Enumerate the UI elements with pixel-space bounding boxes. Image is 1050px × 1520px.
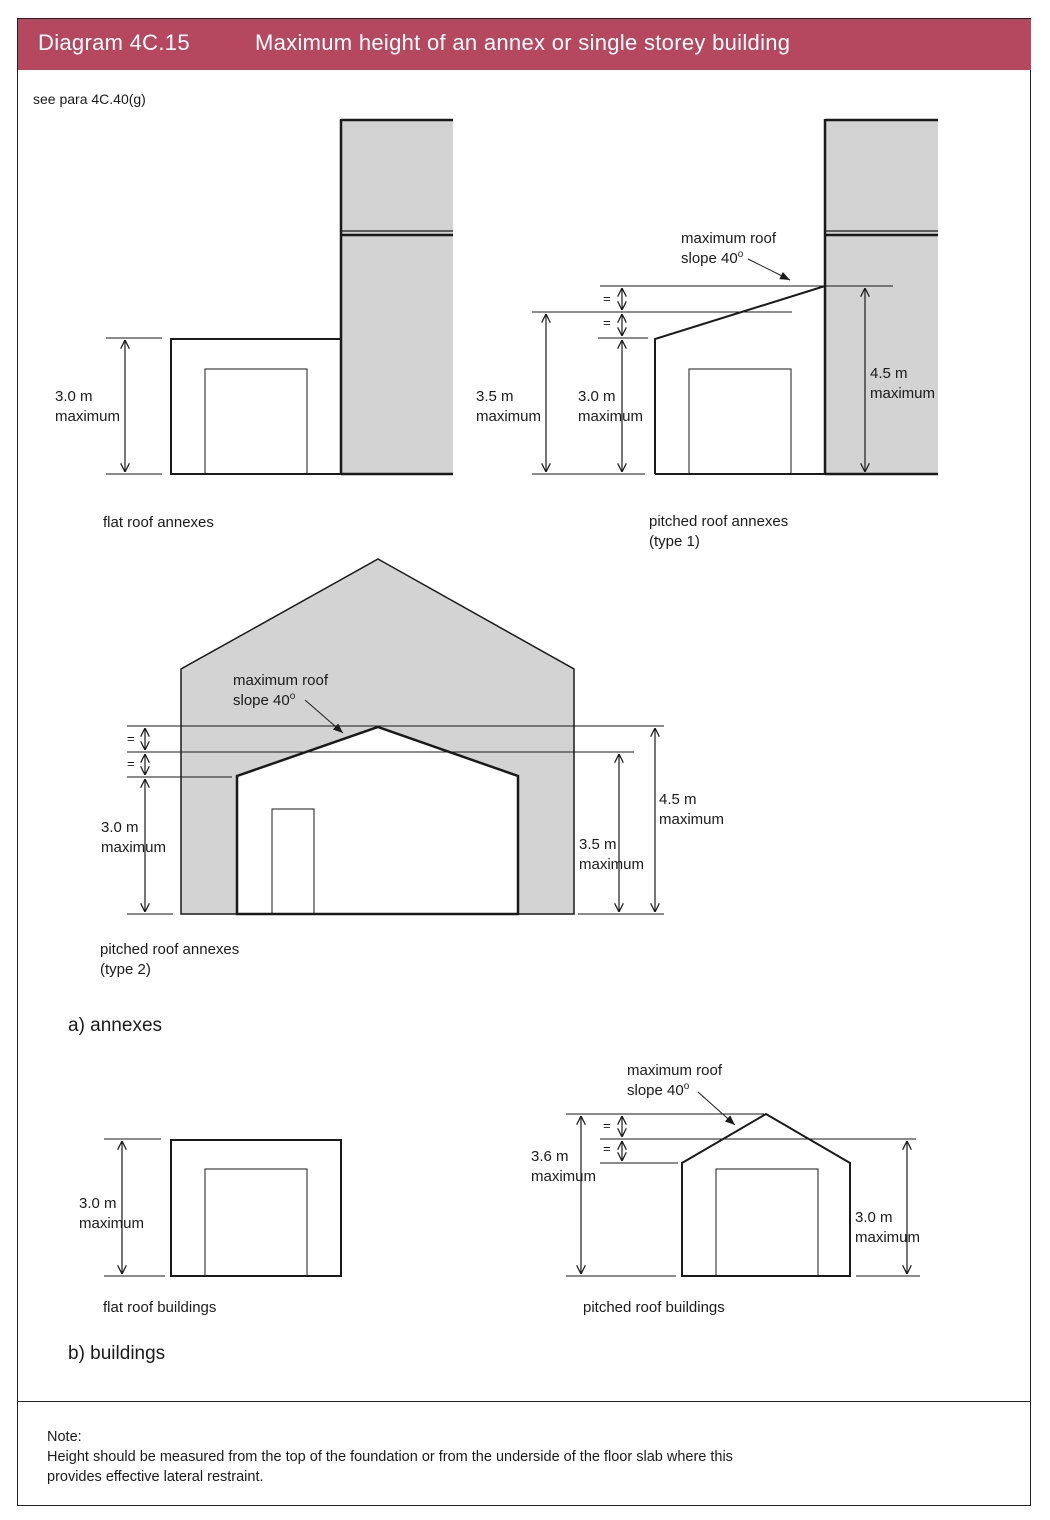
- type1-mid-qualifier: maximum: [476, 408, 542, 425]
- type1-eaves-value: 3.0 m: [578, 388, 616, 405]
- building-eaves-qualifier: maximum: [855, 1229, 921, 1246]
- type1-ridge-value: 4.5 m: [870, 365, 908, 382]
- type2-equal-mark-upper: =: [127, 731, 135, 746]
- annexes-section-label: a) annexes: [68, 1015, 163, 1036]
- type1-eaves-qualifier: maximum: [578, 408, 644, 425]
- pitched-roof-building: [566, 1092, 920, 1276]
- note-line1: Height should be measured from the top of the foundation or from the underside of the floor slab where this: [47, 1449, 733, 1465]
- flat-building-caption: flat roof buildings: [103, 1299, 217, 1316]
- building-eaves-value: 3.0 m: [855, 1209, 893, 1226]
- type1-caption-line1: pitched roof annexes: [649, 513, 789, 530]
- building-door: [716, 1169, 818, 1276]
- type2-slope-line2: slope 40$^o$: [233, 691, 296, 709]
- flat-roof-building: [104, 1139, 341, 1276]
- building-door: [205, 1169, 307, 1276]
- annex-outline: [655, 286, 825, 474]
- building-equal-mark-lower: =: [603, 1141, 611, 1156]
- type1-slope-line2: slope 40$^o$: [681, 249, 744, 267]
- flat-roof-annex: [106, 119, 453, 474]
- building-ridge-value: 3.6 m: [531, 1148, 569, 1165]
- building-equal-mark-upper: =: [603, 1118, 611, 1133]
- flat-annex-caption: flat roof annexes: [103, 514, 214, 531]
- type2-slope-line1: maximum roof: [233, 672, 329, 689]
- type2-ridge-qualifier: maximum: [659, 811, 725, 828]
- type1-equal-mark-lower: =: [603, 315, 611, 330]
- flat-building-height-qualifier: maximum: [79, 1215, 145, 1232]
- building-ridge-qualifier: maximum: [531, 1168, 597, 1185]
- type1-slope-line1: maximum roof: [681, 230, 777, 247]
- flat-annex-height-value: 3.0 m: [55, 388, 93, 405]
- flat-annex-height-qualifier: maximum: [55, 408, 121, 425]
- building-outline: [682, 1114, 850, 1276]
- type2-ridge-value: 4.5 m: [659, 791, 697, 808]
- diagram-title: Maximum height of an annex or single storey building: [255, 30, 791, 55]
- diagram-number: Diagram 4C.15: [38, 30, 190, 55]
- pitched-building-caption: pitched roof buildings: [583, 1299, 725, 1316]
- type2-equal-mark-lower: =: [127, 756, 135, 771]
- type1-equal-mark-upper: =: [603, 291, 611, 306]
- annex-door: [689, 369, 791, 474]
- type2-mid-value: 3.5 m: [579, 836, 617, 853]
- type2-eaves-qualifier: maximum: [101, 839, 167, 856]
- building-slope-line1: maximum roof: [627, 1062, 723, 1079]
- annex-outline: [171, 339, 341, 474]
- annex-door: [205, 369, 307, 474]
- type1-mid-value: 3.5 m: [476, 388, 514, 405]
- main-building-fill: [341, 119, 453, 474]
- building-slope-line2: slope 40$^o$: [627, 1081, 690, 1099]
- type2-caption-line1: pitched roof annexes: [100, 941, 240, 958]
- main-building-fill: [825, 119, 938, 474]
- buildings-section-label: b) buildings: [68, 1343, 166, 1364]
- reference-text: see para 4C.40(g): [33, 91, 146, 107]
- building-outline: [171, 1140, 341, 1276]
- type2-caption-line2: (type 2): [100, 961, 151, 978]
- type2-eaves-value: 3.0 m: [101, 819, 139, 836]
- flat-building-height-value: 3.0 m: [79, 1195, 117, 1212]
- type1-caption-line2: (type 1): [649, 533, 700, 550]
- note-heading: Note:: [47, 1429, 82, 1445]
- type1-ridge-qualifier: maximum: [870, 385, 936, 402]
- type2-mid-qualifier: maximum: [579, 856, 645, 873]
- note-line2: provides effective lateral restraint.: [47, 1469, 264, 1485]
